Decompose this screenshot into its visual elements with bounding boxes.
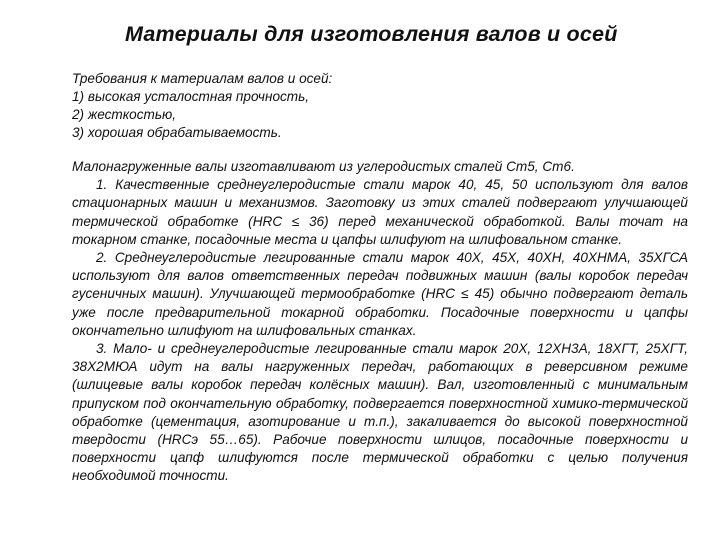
requirements-block	[72, 70, 692, 142]
slide-title: Материалы для изготовления валов и осей	[125, 22, 618, 46]
body-text	[72, 158, 688, 486]
requirements-heading: Требования к материалам валов и осей:	[72, 71, 333, 86]
paragraph-item-3: 3. Мало- и среднеуглеродистые легированные стали марок 20Х, 12ХН3А, 18ХГТ, 25ХГТ, 38Х2МЮА идут на валы нагруженных передач, работающих в реверсивном режиме (шлицевые валы коробок передач колёсных машин). Вал, изготовленный с минимальным припуском под окончательную обработку, подвергается поверхностной химико-термической обработке (цементация, азотирование и т.п.), закаливается до высокой поверхностной твердости (HRCэ 55…65). Рабочие поверхности шлицов, посадочные поверхности и поверхности цапф шлифуются после термической обработки с целью получения необходимой точности.	[72, 341, 688, 484]
paragraph-intro: Малонагруженные валы изготавливают из углеродистых сталей Ст5, Ст6.	[72, 159, 575, 174]
paragraph-item-2: 2. Среднеуглеродистые легированные стали марок 40Х, 45Х, 40ХН, 40ХНМА, 35ХГСА используют для валов ответственных передач подвижных машин (валы коробок передач гусеничных машин). Улучшающей термообработке (HRC ≤ 45) обычно подвергают деталь уже после предварительной токарной обработки. Посадочные поверхности и цапфы окончательно шлифуют на шлифовальных станках.	[72, 250, 688, 338]
requirement-item: 2) жесткостью,	[72, 107, 176, 122]
requirement-item: 3) хорошая обрабатываемость.	[72, 125, 282, 140]
requirement-item: 1) высокая усталостная прочность,	[72, 89, 310, 104]
paragraph-item-1: 1. Качественные среднеуглеродистые стали марок 40, 45, 50 используют для валов стационарных машин и механизмов. Заготовку из этих сталей подвергают улучшающей термической обработке (HRC ≤ 36) перед механической обработкой. Валы точат на токарном станке, посадочные места и цапфы шлифуют на шлифовальном станке.	[72, 177, 688, 247]
